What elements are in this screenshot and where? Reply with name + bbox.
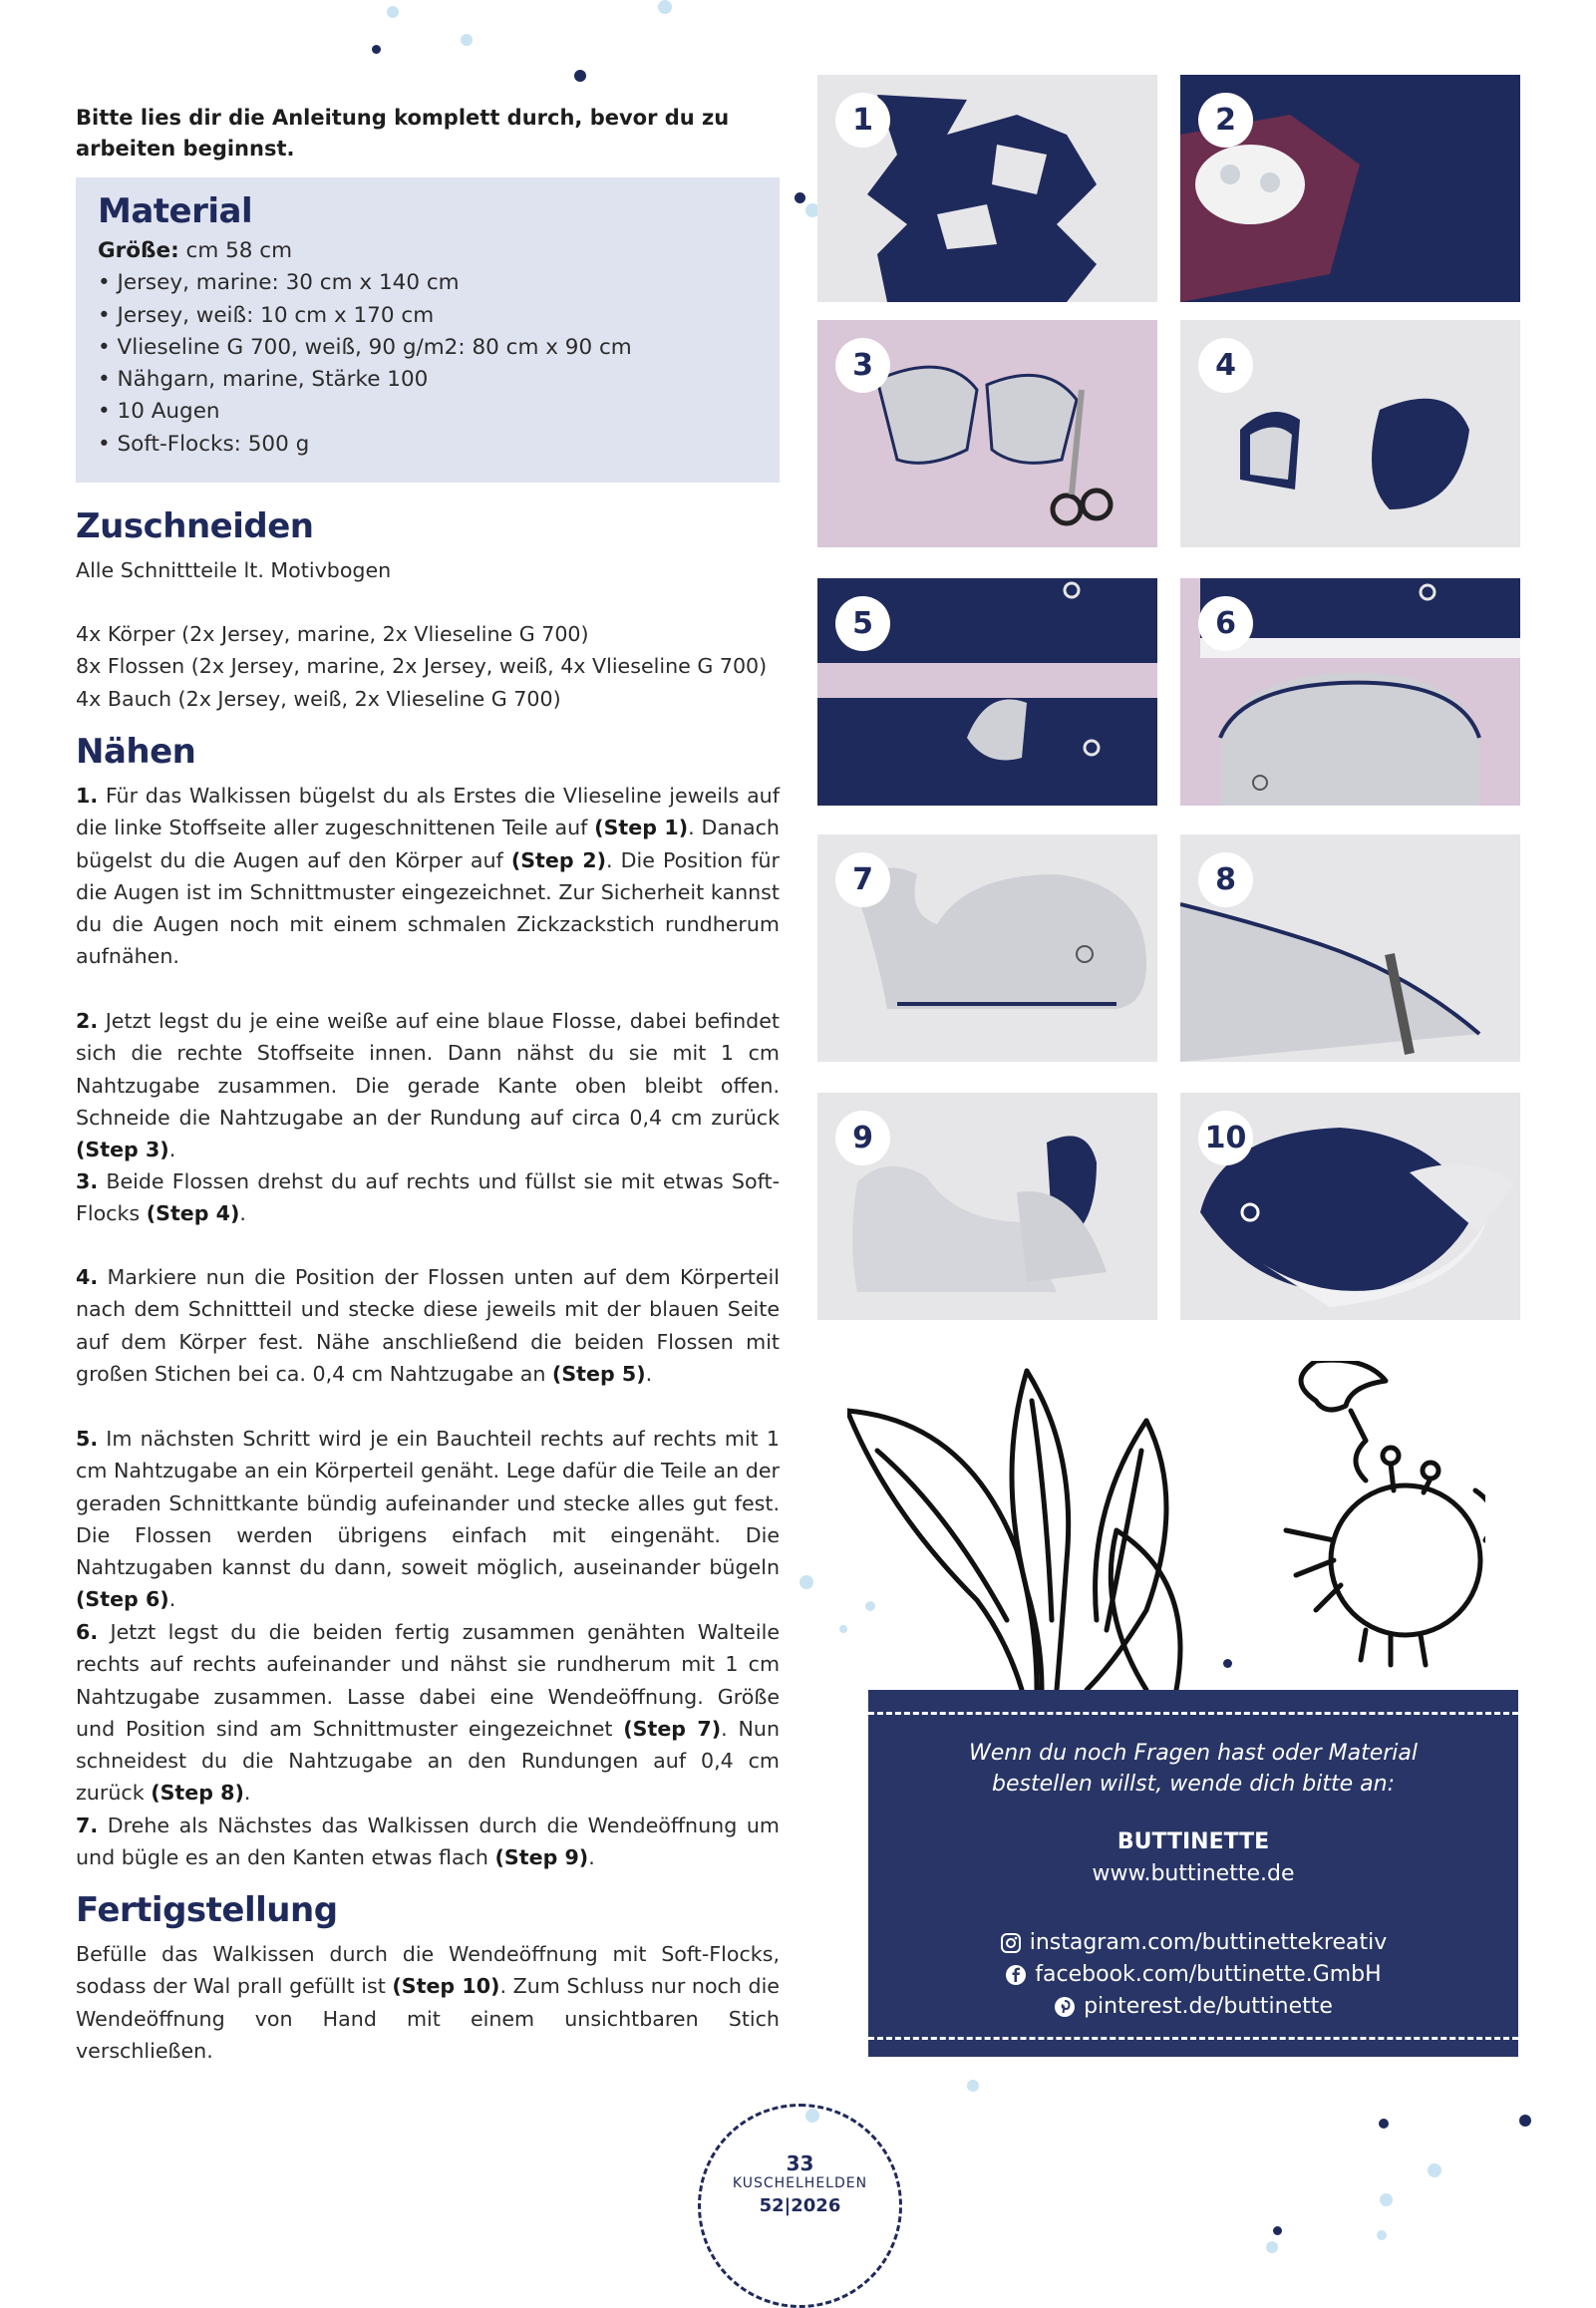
step-1-paragraph: 1. Für das Walkissen bügelst du als Erstes die Vlieseline jeweils auf die linke Stoffseite aller zugeschnittenen Teile auf (Step 1). Danach bügelst du die Augen auf den Körper auf (Step 2). Die Position für die Augen ist im Schnittmuster eingezeichnet. Zur Sicherheit kannst du die Augen noch mit einem schmalen Zickzackstich rundherum aufnähen. — [76, 784, 780, 969]
step-photo-6 — [1180, 578, 1520, 806]
step-badge: 6 — [1198, 596, 1253, 651]
step-badge: 2 — [1198, 93, 1253, 148]
material-item: • Soft-Flocks: 500 g — [98, 431, 310, 457]
zuschneiden-title: Zuschneiden — [76, 506, 314, 546]
decor-dot — [461, 34, 473, 46]
step-badge: 3 — [835, 338, 890, 393]
decor-dot — [387, 6, 399, 18]
facebook-row[interactable] — [868, 1959, 1518, 1991]
step-photo-8 — [1180, 834, 1520, 1062]
facebook-link[interactable]: facebook.com/buttinette.GmbH — [1035, 1962, 1382, 1987]
fertigstellung-title: Fertigstellung — [76, 1890, 338, 1930]
step-badge: 10 — [1198, 1111, 1253, 1165]
magazine-name: KUSCHELHELDEN — [732, 2175, 868, 2191]
zuschneiden-list — [76, 618, 780, 715]
naehen-title: Nähen — [76, 732, 196, 772]
decor-dot — [795, 192, 805, 203]
material-box — [76, 177, 780, 483]
step-3-paragraph: 3. Beide Flossen drehst du auf rechts und füllst sie mit etwas Soft-Flocks (Step 4). — [76, 1169, 780, 1226]
step-5-paragraph: 5. Im nächsten Schritt wird je ein Bauchteil rechts auf rechts mit 1 cm Nahtzugabe an ein Körperteil genäht. Lege dafür die Teile an der geraden Schnittkante bündig aufeinander und stecke alles gut fest. Die Flossen werden übrigens einfach mit eingenäht. Die Nahtzugaben kannst du dann, soweit möglich, auseinander bügeln (Step 6). — [76, 1427, 780, 1612]
facebook-icon — [1005, 1964, 1027, 1986]
decor-dot — [1266, 2241, 1278, 2253]
cut-item: 4x Bauch (2x Jersey, weiß, 2x Vlieseline G 700) — [76, 686, 561, 711]
step-photo-5 — [817, 578, 1157, 806]
step-photo-3 — [817, 320, 1157, 547]
bottom-dashed-border — [868, 2037, 1518, 2040]
step-6-paragraph: 6. Jetzt legst du die beiden fertig zusammen genähten Walteile rechts auf rechts aufeinander und nähst sie rundherum mit 1 cm Nahtzugabe zusammen. Lasse dabei eine Wendeöffnung. Größe und Position sind am Schnittmuster eingezeichnet (Step 7). Nun schneidest du die Nahtzugabe an den Rundungen auf 0,4 cm zurück (Step 8). — [76, 1620, 780, 1806]
decor-dot — [574, 70, 586, 82]
step-photo-9 — [817, 1093, 1157, 1320]
step-badge: 5 — [835, 596, 890, 651]
top-dashed-border — [868, 1712, 1518, 1715]
size-value: cm 58 cm — [185, 238, 293, 263]
material-size — [98, 235, 780, 267]
instagram-row[interactable] — [868, 1927, 1518, 1959]
step-2-paragraph: 2. Jetzt legst du je eine weiße auf eine blaue Flosse, dabei befindet sich die rechte Stoffseite innen. Dann nähst du sie mit 1 cm Nahtzugabe zusammen. Die gerade Kante oben bleibt offen. Schneide die Nahtzugabe an der Rundung auf circa 0,4 cm zurück (Step 3). — [76, 1009, 780, 1162]
step-4-paragraph: 4. Markiere nun die Position der Flossen unten auf dem Körperteil nach dem Schnittteil und stecke diese jeweils mit der blauen Seite auf dem Körper fest. Nähe anschließend die beiden Flossen mit großen Stichen bei ca. 0,4 cm Nahtzugabe an (Step 5). — [76, 1265, 780, 1386]
step-badge: 8 — [1198, 852, 1253, 907]
intro-text: Bitte lies dir die Anleitung komplett durch, bevor du zu arbeiten beginnst. — [76, 106, 730, 161]
decor-dot — [799, 1575, 813, 1589]
step-7-paragraph: 7. Drehe als Nächstes das Walkissen durch die Wendeöffnung um und bügle es an den Kanten etwas flach (Step 9). — [76, 1813, 780, 1870]
step-photo-4 — [1180, 320, 1520, 547]
step-photo-2 — [1180, 75, 1520, 302]
cut-item: 4x Körper (2x Jersey, marine, 2x Vlieseline G 700) — [76, 622, 589, 646]
decor-dot — [839, 1625, 847, 1633]
material-item: • Nähgarn, marine, Stärke 100 — [98, 367, 429, 393]
brand-name: BUTTINETTE — [1117, 1829, 1270, 1854]
decor-dot — [1380, 2193, 1393, 2206]
material-item: • 10 Augen — [98, 399, 220, 425]
step-badge: 4 — [1198, 338, 1253, 393]
step-photo-1 — [817, 75, 1157, 302]
decor-dot — [1379, 2119, 1389, 2129]
material-item: • Jersey, weiß: 10 cm x 170 cm — [98, 302, 435, 328]
pinterest-link[interactable]: pinterest.de/buttinette — [1084, 1994, 1333, 2019]
step-badge: 9 — [835, 1111, 890, 1165]
seaweed-icon — [847, 1371, 1180, 1690]
contact-intro: Wenn du noch Fragen hast oder Material bestellen willst, wende dich bitte an: — [968, 1741, 1418, 1797]
seaweed-crab-illustration — [847, 1361, 1485, 1690]
pinterest-row[interactable] — [868, 1991, 1518, 2023]
instagram-icon — [1000, 1932, 1022, 1954]
cut-item: 8x Flossen (2x Jersey, marine, 2x Jersey, weiß, 4x Vlieseline G 700) — [76, 654, 768, 679]
step-photo-7 — [817, 834, 1157, 1062]
page-number: 33 — [786, 2151, 814, 2175]
crab-icon — [1286, 1361, 1485, 1665]
decor-dot — [1428, 2163, 1441, 2177]
step-photo-10 — [1180, 1093, 1520, 1320]
issue-number: 52|2026 — [759, 2195, 841, 2216]
material-item: • Vlieseline G 700, weiß, 90 g/m2: 80 cm x 90 cm — [98, 334, 632, 360]
decor-dot — [967, 2080, 979, 2092]
step-badge: 1 — [835, 93, 890, 148]
decor-dot — [1273, 2226, 1282, 2235]
fertigstellung-paragraph: Befülle das Walkissen durch die Wendeöffnung mit Soft-Flocks, sodass der Wal prall gefüllt ist (Step 10). Zum Schluss nur noch die Wendeöffnung von Hand mit einem unsichtbaren Stich verschließen. — [76, 1942, 780, 2063]
contact-box — [868, 1690, 1518, 2057]
size-label: Größe: — [98, 238, 179, 263]
decor-dot — [658, 0, 672, 14]
decor-dot — [1519, 2115, 1531, 2127]
zuschneiden-subtitle: Alle Schnittteile lt. Motivbogen — [76, 558, 392, 582]
instagram-link[interactable]: instagram.com/buttinettekreativ — [1029, 1930, 1388, 1955]
decor-dot — [1377, 2230, 1387, 2240]
material-title: Material — [98, 191, 253, 231]
website-link[interactable]: www.buttinette.de — [1092, 1861, 1295, 1886]
step-badge: 7 — [835, 852, 890, 907]
decor-dot — [372, 45, 381, 54]
material-item: • Jersey, marine: 30 cm x 140 cm — [98, 270, 460, 296]
pinterest-icon — [1054, 1996, 1076, 2018]
